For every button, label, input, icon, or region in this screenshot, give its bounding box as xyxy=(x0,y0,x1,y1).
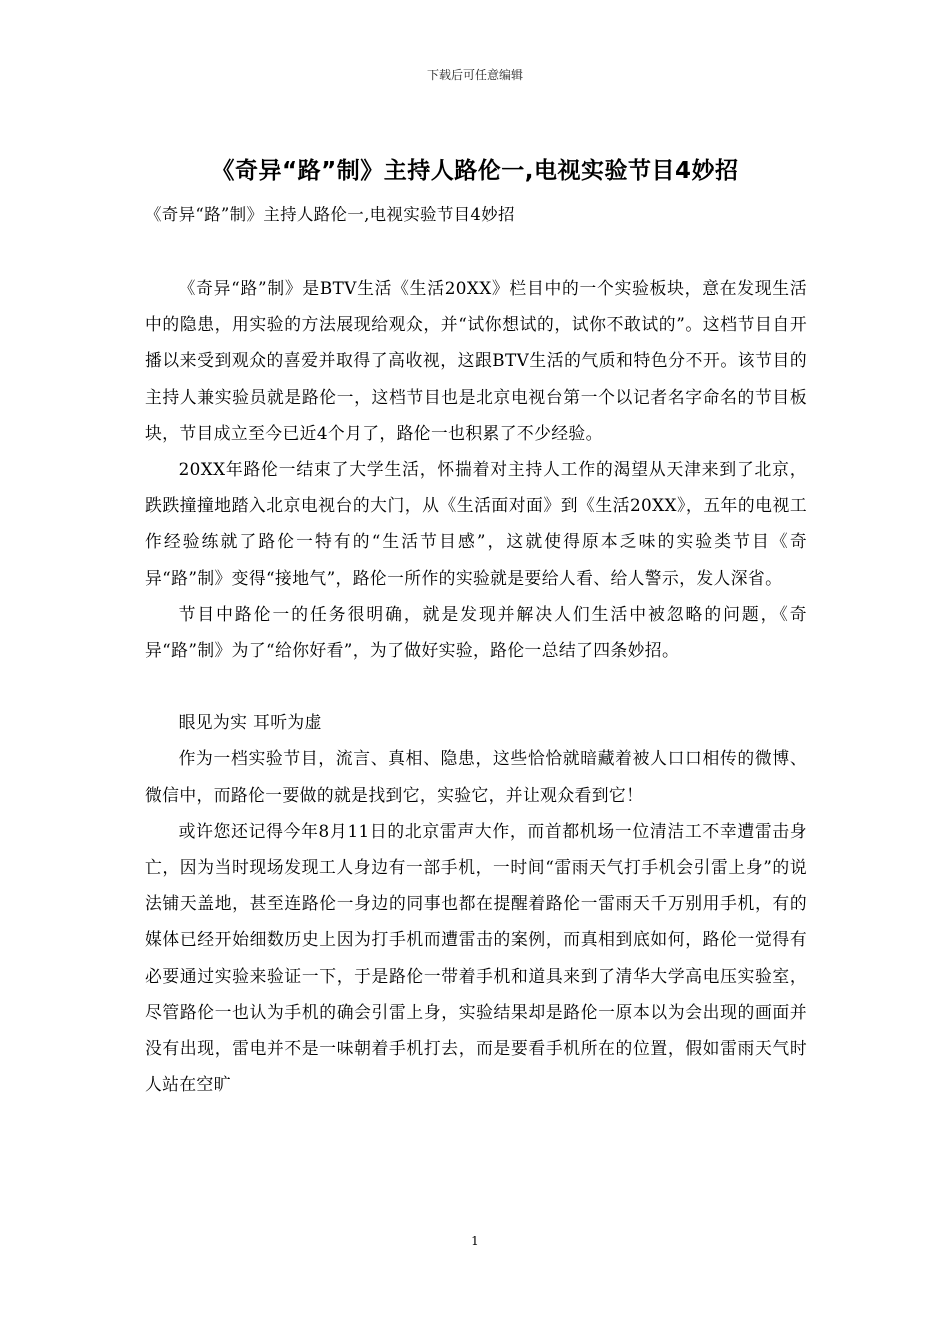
document-subtitle: 《奇异“路”制》主持人路伦一,电视实验节目4妙招 xyxy=(145,205,515,224)
section-heading: 眼见为实 耳听为虚 xyxy=(178,712,322,733)
paragraph: 节目中路伦一的任务很明确，就是发现并解决人们生活中被忽略的问题，《奇异“路”制》为了“给你好看”，为了做好实验，路伦一总结了四条妙招。 xyxy=(145,603,807,661)
page-number: 1 xyxy=(471,1234,479,1248)
document-title: 《奇异“路”制》主持人路伦一,电视实验节目4妙招 xyxy=(211,158,739,184)
paragraph: 作为一档实验节目，流言、真相、隐患，这些恰恰就暗藏着被人口口相传的微博、微信中，而路伦一要做的就是找到它，实验它，并让观众看到它！ xyxy=(145,748,807,805)
paragraph-spacer xyxy=(145,668,807,704)
page-header-note: 下载后可任意编辑 xyxy=(426,68,523,82)
paragraph: 或许您还记得今年8月11日的北京雷声大作，而首都机场一位清洁工不幸遭雷击身亡，因为当时现场发现工人身边有一部手机，一时间“雷雨天气打手机会引雷上身”的说法铺天盖地，甚至连路伦一身边的同事也都在提醒着路伦一雷雨天千万别用手机，有的媒体已经开始细数历史上因为打手机而遭雷击的案例，而真相到底如何，路伦一觉得有必要通过实验来验证一下，于是路伦一带着手机和道具来到了清华大学高电压实验室，尽管路伦一也认为手机的确会引雷上身，实验结果却是路伦一原本以为会出现的画面并没有出现，雷电并不是一味朝着手机打去，而是要看手机所在的位置，假如雷雨天气时人站在空旷 xyxy=(145,820,807,1095)
paragraph: 20XX年路伦一结束了大学生活，怀揣着对主持人工作的渴望从天津来到了北京，跌跌撞撞地踏入北京电视台的大门，从《生活面对面》到《生活20XX》，五年的电视工作经验练就了路伦一特有的“生活节目感”，这就使得原本乏味的实验类节目《奇异“路”制》变得“接地气”，路伦一所作的实验就是要给人看、给人警示，发人深省。 xyxy=(145,459,807,588)
document-body xyxy=(145,270,807,1102)
paragraph: 《奇异“路”制》是BTV生活《生活20XX》栏目中的一个实验板块，意在发现生活中的隐患，用实验的方法展现给观众，并“试你想试的，试你不敢试的”。这档节目自开播以来受到观众的喜爱并取得了高收视，这跟BTV生活的气质和特色分不开。该节目的主持人兼实验员就是路伦一，这档节目也是北京电视台第一个以记者名字命名的节目板块，节目成立至今已近4个月了，路伦一也积累了不少经验。 xyxy=(145,278,807,443)
